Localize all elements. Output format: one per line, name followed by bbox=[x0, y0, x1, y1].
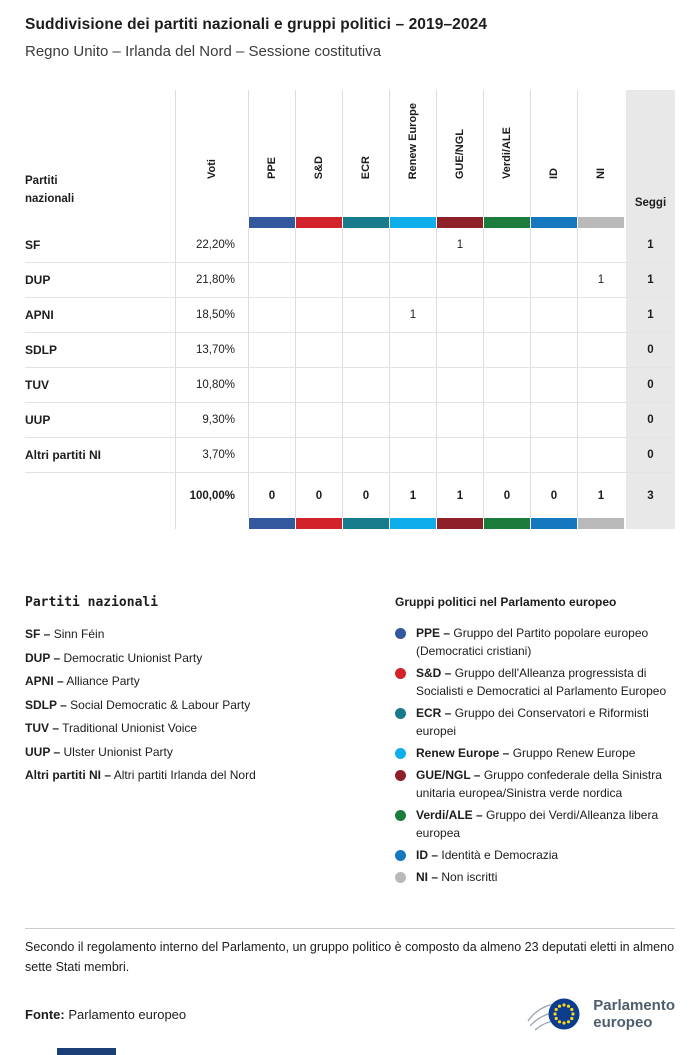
party-legend-item bbox=[25, 698, 395, 712]
group-legend-text bbox=[416, 766, 675, 802]
group-seat-cell bbox=[436, 298, 483, 332]
table-row bbox=[25, 228, 675, 263]
party-full-name: Social Democratic & Labour Party bbox=[70, 697, 251, 712]
table-row bbox=[25, 263, 675, 298]
group-column-label: NI bbox=[595, 168, 607, 179]
party-abbr: Altri partiti NI – bbox=[25, 768, 112, 782]
group-color-bar bbox=[484, 217, 530, 228]
seggi-cell: 0 bbox=[624, 333, 675, 367]
total-group-cell: 0 bbox=[342, 473, 389, 518]
legend-national-parties bbox=[25, 595, 395, 890]
party-full-name: Traditional Unionist Voice bbox=[62, 721, 198, 735]
party-abbr: APNI – bbox=[25, 674, 64, 688]
group-legend-text bbox=[416, 868, 497, 886]
group-seat-cell bbox=[389, 403, 436, 437]
column-header-group bbox=[483, 90, 530, 217]
group-color-dot bbox=[395, 668, 406, 679]
group-legend-text bbox=[416, 704, 675, 740]
legend-parties-title: Partiti nazionali bbox=[25, 595, 159, 610]
group-seat-cell bbox=[295, 298, 342, 332]
group-color-dot bbox=[395, 748, 406, 759]
group-color-bar bbox=[531, 518, 577, 529]
group-column-label: GUE/NGL bbox=[454, 128, 466, 179]
group-seat-cell bbox=[436, 403, 483, 437]
group-seat-cell bbox=[436, 263, 483, 297]
group-column-label: ECR bbox=[360, 155, 372, 179]
group-full-name: Gruppo Renew Europe bbox=[512, 746, 636, 760]
group-seat-cell: 1 bbox=[389, 298, 436, 332]
group-seat-cell bbox=[342, 438, 389, 472]
total-group-cell: 0 bbox=[248, 473, 295, 518]
group-seat-cell bbox=[342, 333, 389, 367]
group-seat-cell bbox=[248, 368, 295, 402]
group-seat-cell bbox=[483, 403, 530, 437]
group-seat-cell bbox=[389, 228, 436, 262]
legend-groups-list bbox=[395, 624, 675, 886]
group-column-label: S&D bbox=[313, 155, 325, 179]
table-row bbox=[25, 368, 675, 403]
group-legend-text bbox=[416, 806, 675, 842]
group-abbr: S&D – bbox=[416, 666, 452, 680]
table-row bbox=[25, 333, 675, 368]
column-header-parties bbox=[25, 90, 175, 217]
total-group-cell: 0 bbox=[483, 473, 530, 518]
group-legend-text bbox=[416, 624, 675, 660]
group-seat-cell bbox=[295, 403, 342, 437]
group-seat-cell bbox=[295, 228, 342, 262]
voti-cell: 21,80% bbox=[175, 263, 248, 297]
group-color-bar-row bbox=[25, 217, 675, 228]
group-abbr: GUE/NGL – bbox=[416, 768, 481, 782]
logo-wordmark bbox=[593, 997, 675, 1032]
group-seat-cell: 1 bbox=[577, 263, 624, 297]
group-color-bar-row bbox=[25, 518, 675, 529]
group-legend-item bbox=[395, 868, 675, 886]
group-seat-cell bbox=[577, 403, 624, 437]
group-color-bar bbox=[249, 518, 295, 529]
party-name-cell: SDLP bbox=[25, 343, 58, 357]
group-seat-cell bbox=[577, 298, 624, 332]
group-abbr: Renew Europe – bbox=[416, 746, 510, 760]
group-color-bar bbox=[296, 518, 342, 529]
total-group-cell: 1 bbox=[577, 473, 624, 518]
legend-parties-list bbox=[25, 627, 395, 782]
group-seat-cell bbox=[248, 263, 295, 297]
group-color-dot bbox=[395, 770, 406, 781]
seggi-cell: 1 bbox=[624, 298, 675, 332]
group-seat-cell bbox=[342, 403, 389, 437]
seggi-cell: 0 bbox=[624, 368, 675, 402]
group-seat-cell bbox=[342, 368, 389, 402]
eu-flag-icon bbox=[526, 993, 584, 1035]
party-legend-item bbox=[25, 651, 395, 665]
group-seat-cell bbox=[436, 333, 483, 367]
column-header-group bbox=[577, 90, 624, 217]
party-name-cell: UUP bbox=[25, 413, 51, 427]
group-seat-cell bbox=[577, 333, 624, 367]
group-seat-cell bbox=[530, 228, 577, 262]
group-seat-cell bbox=[389, 368, 436, 402]
group-seat-cell bbox=[530, 333, 577, 367]
group-full-name: Gruppo dei Conservatori e Riformisti europei bbox=[416, 706, 649, 738]
group-seat-cell bbox=[530, 403, 577, 437]
group-seat-cell bbox=[248, 438, 295, 472]
group-full-name: Identità e Democrazia bbox=[441, 848, 559, 862]
group-column-label: ID bbox=[548, 168, 560, 179]
logo-line-1: Parlamento bbox=[593, 996, 675, 1014]
source-row bbox=[25, 993, 675, 1035]
group-seat-cell bbox=[248, 228, 295, 262]
group-seat-cell bbox=[483, 368, 530, 402]
seggi-cell: 1 bbox=[624, 263, 675, 297]
european-parliament-logo bbox=[526, 993, 675, 1035]
group-seat-cell bbox=[483, 333, 530, 367]
group-full-name: Non iscritti bbox=[441, 870, 498, 884]
group-legend-item bbox=[395, 664, 675, 700]
group-seat-cell bbox=[295, 333, 342, 367]
group-legend-item bbox=[395, 624, 675, 660]
party-abbr: UUP – bbox=[25, 744, 61, 759]
party-abbr: TUV – bbox=[25, 721, 60, 735]
party-legend-item bbox=[25, 745, 395, 759]
group-legend-text bbox=[416, 744, 635, 762]
seggi-cell: 0 bbox=[624, 438, 675, 472]
page-subtitle: Regno Unito – Irlanda del Nord – Sessione costitutiva bbox=[25, 43, 382, 60]
column-header-voti bbox=[175, 90, 248, 217]
party-legend-item bbox=[25, 674, 395, 688]
group-abbr: ECR – bbox=[416, 706, 452, 720]
group-legend-item bbox=[395, 766, 675, 802]
group-legend-item bbox=[395, 806, 675, 842]
voti-cell: 3,70% bbox=[175, 438, 248, 472]
group-color-dot bbox=[395, 708, 406, 719]
party-full-name: Alliance Party bbox=[66, 674, 140, 688]
page-title: Suddivisione dei partiti nazionali e gruppi politici – 2019–2024 bbox=[25, 16, 488, 33]
voti-cell: 10,80% bbox=[175, 368, 248, 402]
group-abbr: ID – bbox=[416, 848, 439, 862]
source-label: Fonte: bbox=[25, 1006, 65, 1022]
voti-cell: 18,50% bbox=[175, 298, 248, 332]
legend-groups-title: Gruppi politici nel Parlamento europeo bbox=[395, 595, 617, 609]
group-color-dot bbox=[395, 628, 406, 639]
group-seat-cell bbox=[389, 263, 436, 297]
group-color-bar bbox=[578, 217, 624, 228]
group-column-label: Verdi/ALE bbox=[501, 127, 513, 179]
group-seat-cell bbox=[342, 228, 389, 262]
column-header-group bbox=[436, 90, 483, 217]
group-seat-cell bbox=[342, 298, 389, 332]
voti-cell: 13,70% bbox=[175, 333, 248, 367]
group-seat-cell bbox=[577, 368, 624, 402]
party-legend-item bbox=[25, 721, 395, 735]
seats-table bbox=[25, 90, 675, 529]
group-seat-cell bbox=[389, 333, 436, 367]
group-column-label: Renew Europe bbox=[407, 102, 419, 179]
group-seat-cell: 1 bbox=[436, 228, 483, 262]
party-name-cell: SF bbox=[25, 238, 41, 252]
table-row bbox=[25, 438, 675, 473]
voti-cell: 9,30% bbox=[175, 403, 248, 437]
group-seat-cell bbox=[248, 403, 295, 437]
group-abbr: PPE – bbox=[416, 626, 451, 640]
group-seat-cell bbox=[577, 228, 624, 262]
group-seat-cell bbox=[530, 263, 577, 297]
source bbox=[25, 1007, 186, 1022]
group-abbr: Verdi/ALE – bbox=[416, 808, 483, 822]
party-name-cell: TUV bbox=[25, 378, 49, 392]
party-name-cell: Altri partiti NI bbox=[25, 448, 102, 462]
total-group-cell: 0 bbox=[295, 473, 342, 518]
group-seat-cell bbox=[483, 438, 530, 472]
group-seat-cell bbox=[389, 438, 436, 472]
column-header-group bbox=[342, 90, 389, 217]
group-seat-cell bbox=[436, 438, 483, 472]
party-full-name: Altri partiti Irlanda del Nord bbox=[113, 768, 256, 782]
party-legend-item bbox=[25, 768, 395, 782]
bottom-strip bbox=[57, 1048, 116, 1055]
seggi-cell: 0 bbox=[624, 403, 675, 437]
group-color-bar bbox=[390, 217, 436, 228]
group-color-dot bbox=[395, 850, 406, 861]
group-full-name: Gruppo dell'Alleanza progressista di Socialisti e Democratici al Parlamento Europeo bbox=[416, 666, 667, 698]
party-full-name: Democratic Unionist Party bbox=[63, 650, 203, 665]
group-full-name: Gruppo del Partito popolare europeo (Democratici cristiani) bbox=[416, 626, 649, 658]
footer-divider bbox=[25, 928, 675, 929]
group-color-bar bbox=[531, 217, 577, 228]
group-full-name: Gruppo confederale della Sinistra unitaria europea/Sinistra verde nordica bbox=[416, 768, 662, 800]
group-seat-cell bbox=[483, 298, 530, 332]
group-legend-item bbox=[395, 846, 675, 864]
table-total-row bbox=[25, 473, 675, 518]
column-header-seggi bbox=[624, 90, 675, 217]
total-seggi-cell: 3 bbox=[624, 473, 675, 518]
group-color-bar bbox=[578, 518, 624, 529]
group-full-name: Gruppo dei Verdi/Alleanza libera europea bbox=[416, 808, 659, 840]
group-seat-cell bbox=[483, 228, 530, 262]
group-legend-text bbox=[416, 846, 558, 864]
column-header-group bbox=[248, 90, 295, 217]
group-legend-text bbox=[416, 664, 675, 700]
group-abbr: NI – bbox=[416, 870, 439, 884]
group-color-bar bbox=[484, 518, 530, 529]
party-name-cell: APNI bbox=[25, 308, 54, 322]
seggi-column-label: Seggi bbox=[634, 197, 667, 209]
logo-line-2: europeo bbox=[593, 1014, 653, 1031]
footnote-text: Secondo il regolamento interno del Parlamento, un gruppo politico è composto da almeno 23 deputati eletti in almeno sette Stati membri. bbox=[25, 940, 675, 974]
group-color-bar bbox=[249, 217, 295, 228]
table-row bbox=[25, 403, 675, 438]
group-seat-cell bbox=[295, 438, 342, 472]
group-seat-cell bbox=[436, 368, 483, 402]
party-full-name: Ulster Unionist Party bbox=[63, 744, 173, 759]
group-seat-cell bbox=[248, 298, 295, 332]
group-seat-cell bbox=[483, 263, 530, 297]
legend-political-groups bbox=[395, 595, 675, 890]
group-seat-cell bbox=[530, 298, 577, 332]
column-header-group bbox=[295, 90, 342, 217]
total-group-cell: 1 bbox=[389, 473, 436, 518]
parties-corner-label: Partiti nazionali bbox=[25, 175, 75, 206]
group-seat-cell bbox=[248, 333, 295, 367]
group-color-bar bbox=[390, 518, 436, 529]
party-full-name: Sinn Féin bbox=[53, 627, 105, 641]
group-seat-cell bbox=[342, 263, 389, 297]
total-group-cell: 1 bbox=[436, 473, 483, 518]
group-column-label: PPE bbox=[266, 156, 278, 179]
legend-section bbox=[25, 595, 675, 890]
column-header-group bbox=[530, 90, 577, 217]
group-seat-cell bbox=[295, 368, 342, 402]
group-color-bar bbox=[296, 217, 342, 228]
voti-column-label: Voti bbox=[206, 159, 218, 179]
party-abbr: DUP – bbox=[25, 650, 61, 665]
group-legend-item bbox=[395, 744, 675, 762]
seggi-cell: 1 bbox=[624, 228, 675, 262]
source-value: Parlamento europeo bbox=[68, 1006, 187, 1022]
group-seat-cell bbox=[530, 438, 577, 472]
group-seat-cell bbox=[530, 368, 577, 402]
column-header-group bbox=[389, 90, 436, 217]
group-seat-cell bbox=[577, 438, 624, 472]
group-color-bar bbox=[437, 518, 483, 529]
voti-cell: 22,20% bbox=[175, 228, 248, 262]
group-color-bar bbox=[343, 518, 389, 529]
party-legend-item bbox=[25, 627, 395, 641]
group-legend-item bbox=[395, 704, 675, 740]
table-header-row bbox=[25, 90, 675, 217]
total-group-cell: 0 bbox=[530, 473, 577, 518]
group-color-bar bbox=[437, 217, 483, 228]
table-row bbox=[25, 298, 675, 333]
party-abbr: SF – bbox=[25, 627, 51, 641]
group-color-bar bbox=[343, 217, 389, 228]
party-name-cell: DUP bbox=[25, 273, 51, 287]
group-color-dot bbox=[395, 810, 406, 821]
group-seat-cell bbox=[295, 263, 342, 297]
party-abbr: SDLP – bbox=[25, 697, 67, 712]
group-color-dot bbox=[395, 872, 406, 883]
total-voti-cell: 100,00% bbox=[175, 473, 248, 518]
